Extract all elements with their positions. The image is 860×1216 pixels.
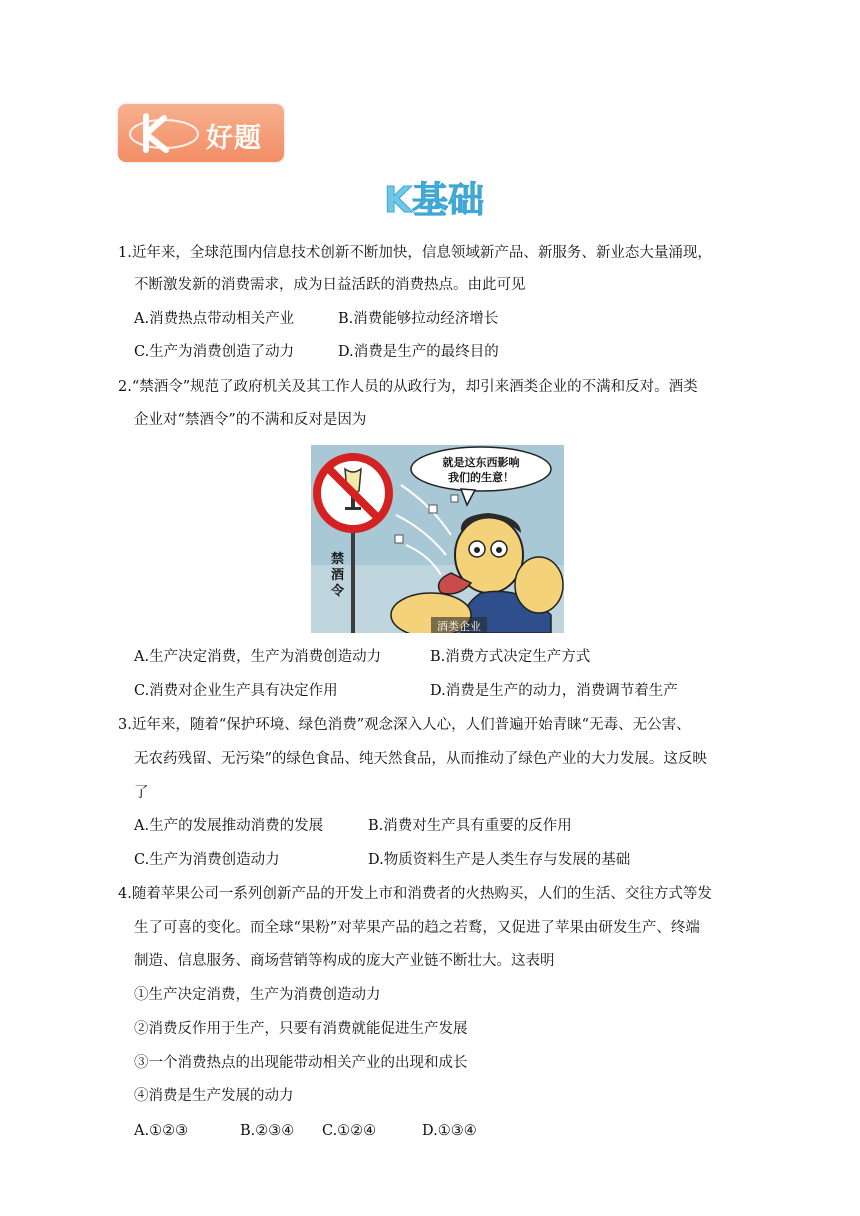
question-4-option-d: D.①③④ <box>422 1123 477 1139</box>
question-4-line-2: 生了可喜的变化。而全球“果粉”对苹果产品的趋之若鹜，又促进了苹果由研发生产、终端 <box>134 920 700 936</box>
brand-logo <box>118 104 284 162</box>
question-3-option-c: C.生产为消费创造动力 <box>134 852 280 868</box>
question-3-option-a: A.生产的发展推动消费的发展 <box>134 818 324 834</box>
section-title: K基础 <box>384 180 484 221</box>
question-1-option-d: D.消费是生产的最终目的 <box>338 344 499 360</box>
bubble-line-2: 我们的生意！ <box>448 471 514 484</box>
question-2-option-a: A.生产决定消费，生产为消费创造动力 <box>134 649 382 665</box>
question-2-option-b: B.消费方式决定生产方式 <box>430 649 591 665</box>
question-4-statement-3: ③一个消费热点的出现能带动相关产业的出现和成长 <box>134 1055 468 1071</box>
question-4-statement-4: ④消费是生产发展的动力 <box>134 1088 294 1104</box>
k-logo-icon <box>124 110 204 156</box>
question-3-option-b: B.消费对生产具有重要的反作用 <box>368 818 572 834</box>
question-2-line-1: 2.“禁酒令”规范了政府机关及其工作人员的从政行为，却引来酒类企业的不满和反对。酒类 <box>118 379 698 395</box>
question-4-statement-2: ②消费反作用于生产，只要有消费就能促进生产发展 <box>134 1021 468 1037</box>
logo-text: 好题 <box>206 123 262 154</box>
question-4-option-b: B.②③④ <box>240 1123 295 1139</box>
question-4-option-c: C.①②④ <box>322 1123 377 1139</box>
sign-char-1: 禁 <box>331 552 345 567</box>
question-3-option-d: D.物质资料生产是人类生存与发展的基础 <box>368 852 631 868</box>
question-1-option-a: A.消费热点带动相关产业 <box>134 311 295 327</box>
question-1-option-c: C.生产为消费创造了动力 <box>134 344 295 360</box>
question-3-line-1: 3.近年来，随着“保护环境、绿色消费”观念深入人心，人们普遍开始青睐“无毒、无公害、 <box>118 717 691 733</box>
bubble-line-1: 就是这东西影响 <box>442 456 520 469</box>
question-2-option-c: C.消费对企业生产具有决定作用 <box>134 683 338 699</box>
sign-char-2: 酒 <box>331 568 345 583</box>
question-4-line-1: 4.随着苹果公司一系列创新产品的开发上市和消费者的火热购买，人们的生活、交往方式等发 <box>118 886 712 902</box>
sign-char-3: 令 <box>331 584 345 599</box>
ban-alcohol-cartoon <box>311 445 564 633</box>
question-4-option-a: A.①②③ <box>134 1123 189 1139</box>
question-1-option-b: B.消费能够拉动经济增长 <box>338 311 499 327</box>
question-1-line-2: 不断激发新的消费需求，成为日益活跃的消费热点。由此可见 <box>134 277 526 293</box>
question-3-line-3: 了 <box>134 785 149 801</box>
question-4-statement-1: ①生产决定消费，生产为消费创造动力 <box>134 987 381 1003</box>
question-3-line-2: 无农药残留、无污染”的绿色食品、纯天然食品，从而推动了绿色产业的大力发展。这反映 <box>134 751 707 767</box>
question-2-line-2: 企业对“禁酒令”的不满和反对是因为 <box>134 412 367 428</box>
cartoon-caption: 酒类企业 <box>437 620 481 633</box>
question-1-line-1: 1.近年来，全球范围内信息技术创新不断加快，信息领域新产品、新服务、新业态大量涌现， <box>118 245 712 261</box>
question-2-option-d: D.消费是生产的动力，消费调节着生产 <box>430 683 678 699</box>
question-4-line-3: 制造、信息服务、商场营销等构成的庞大产业链不断壮大。这表明 <box>134 953 555 969</box>
